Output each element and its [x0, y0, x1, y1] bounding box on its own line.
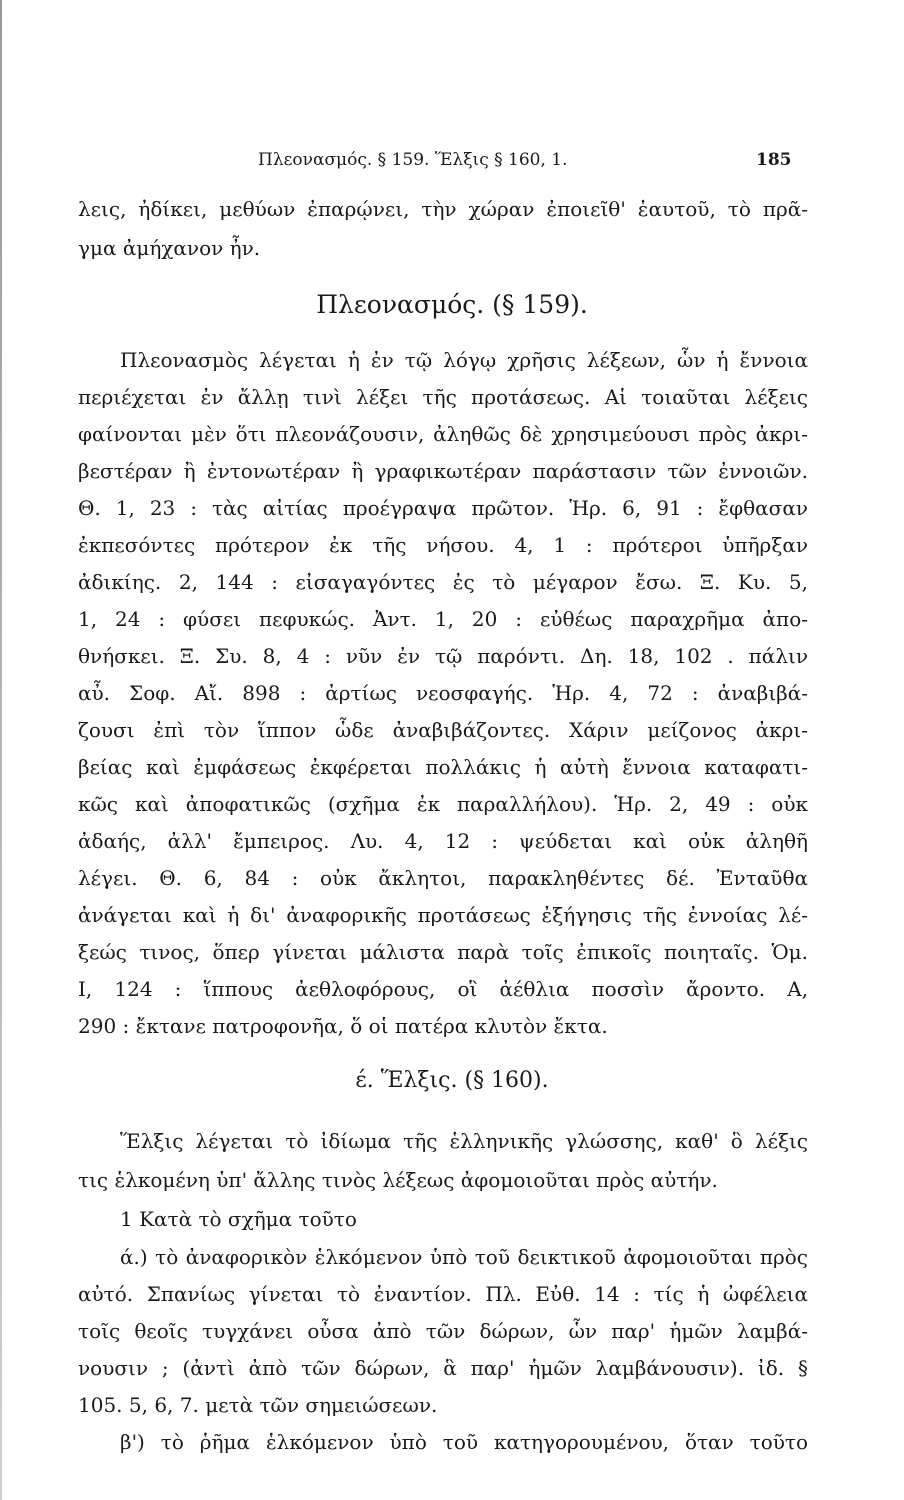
text-line: Ἕλξις λέγεται τὸ ἰδίωμα τῆς ἑλληνικῆς γλώσσης, καθ' ὃ λέξις — [120, 1129, 808, 1153]
page-edge — [0, 0, 2, 1500]
text-line: τις ἑλκομένη ὑπ' ἄλλης τινὸς λέξεως ἀφομοιοῦται πρὸς αὐτήν. — [78, 1168, 718, 1192]
text-line: αὖ. Σοφ. Αἴ. 898 : ἀρτίως νεοσφαγής. Ἡρ. 4, 72 : ἀναβιβά- — [78, 681, 808, 705]
text-line: βεστέραν ἢ ἐντονωτέραν ἢ γραφικωτέραν παράστασιν τῶν ἐννοιῶν. — [78, 459, 808, 483]
section-heading-pleonasm: Πλεονασμός. (§ 159). — [316, 290, 588, 319]
text-line: περιέχεται ἐν ἄλλῃ τινὶ λέξει τῆς προτάσεως. Αἱ τοιαῦται λέξεις — [78, 385, 808, 409]
text-line: ἀδικίης. 2, 144 : εἰσαγαγόντες ἐς τὸ μέγαρον ἔσω. Ξ. Κυ. 5, — [78, 570, 808, 594]
text-line: ζουσι ἐπὶ τὸν ἵππον ὧδε ἀναβιβάζοντες. Χάριν μείζονος ἀκρι- — [78, 718, 808, 742]
text-line: ἀδαής, ἀλλ' ἔμπειρος. Λυ. 4, 12 : ψεύδεται καὶ οὐκ ἀληθῆ — [78, 829, 808, 853]
text-line: 1 Κατὰ τὸ σχῆμα τοῦτο — [120, 1207, 357, 1231]
text-line: φαίνονται μὲν ὅτι πλεονάζουσιν, ἀληθῶς δὲ χρησιμεύουσι πρὸς ἀκρι- — [78, 422, 808, 446]
page-number: 185 — [756, 150, 792, 170]
text-line: νουσιν ; (ἀντὶ ἀπὸ τῶν δώρων, ἃ παρ' ἡμῶν λαμβάνουσιν). ἰδ. § — [78, 1356, 808, 1380]
text-line: θνήσκει. Ξ. Συ. 8, 4 : νῦν ἐν τῷ παρόντι. Δη. 18, 102 . πάλιν — [78, 644, 808, 668]
text-line: κῶς καὶ ἀποφατικῶς (σχῆμα ἐκ παραλλήλου). Ἡρ. 2, 49 : οὐκ — [78, 792, 808, 816]
text-line: βείας καὶ ἐμφάσεως ἐκφέρεται πολλάκις ἡ αὐτὴ ἔννοια καταφατι- — [78, 755, 808, 779]
text-line: λέγει. Θ. 6, 84 : οὐκ ἄκλητοι, παρακληθέντες δέ. Ἐνταῦθα — [78, 866, 808, 890]
text-line: Ι, 124 : ἵππους ἀεθλοφόρους, οἳ ἀέθλια ποσσὶν ἄροντο. Α, — [78, 977, 808, 1001]
text-line: 105. 5, 6, 7. μετὰ τῶν σημειώσεων. — [78, 1393, 438, 1417]
text-line: τοῖς θεοῖς τυγχάνει οὖσα ἀπὸ τῶν δώρων, ὧν παρ' ἡμῶν λαμβά- — [78, 1319, 808, 1343]
text-line: γμα ἀμήχανον ἦν. — [78, 236, 261, 260]
text-line: Θ. 1, 23 : τὰς αἰτίας προέγραψα πρῶτον. Ἡρ. 6, 91 : ἔφθασαν — [78, 496, 808, 520]
text-line: λεις, ἠδίκει, μεθύων ἐπαρῴνει, τὴν χώραν ἐποιεῖθ' ἑαυτοῦ, τὸ πρᾶ- — [78, 197, 808, 221]
text-line: 290 : ἔκτανε πατροφονῆα, ὅ οἱ πατέρα κλυτὸν ἔκτα. — [78, 1014, 608, 1038]
running-title: Πλεονασμός. § 159. Ἕλξις § 160, 1. — [258, 150, 568, 170]
text-line: ά.) τὸ ἀναφορικὸν ἑλκόμενον ὑπὸ τοῦ δεικτικοῦ ἀφομοιοῦται πρὸς — [120, 1245, 808, 1269]
text-line: 1, 24 : φύσει πεφυκώς. Ἀντ. 1, 20 : εὐθέως παραχρῆμα ἀπο- — [78, 607, 808, 631]
text-line: ἀνάγεται καὶ ἡ δι' ἀναφορικῆς προτάσεως ἐξήγησις τῆς ἐννοίας λέ- — [78, 903, 808, 927]
text-line: ἐκπεσόντες πρότερον ἐκ τῆς νήσου. 4, 1 : πρότεροι ὑπῆρξαν — [78, 533, 808, 557]
text-line: β') τὸ ῥῆμα ἑλκόμενον ὑπὸ τοῦ κατηγορουμένου, ὅταν τοῦτο — [120, 1430, 808, 1454]
text-line: ξεώς τινος, ὅπερ γίνεται μάλιστα παρὰ τοῖς ἐπικοῖς ποιηταῖς. Ὁμ. — [78, 940, 808, 964]
text-line: Πλεονασμὸς λέγεται ἡ ἐν τῷ λόγῳ χρῆσις λέξεων, ὧν ἡ ἔννοια — [120, 348, 808, 372]
text-line: αὐτό. Σπανίως γίνεται τὸ ἐναντίον. Πλ. Εὐθ. 14 : τίς ἡ ὠφέλεια — [78, 1282, 808, 1306]
section-heading-elxis: έ. Ἕλξις. (§ 160). — [355, 1068, 549, 1093]
